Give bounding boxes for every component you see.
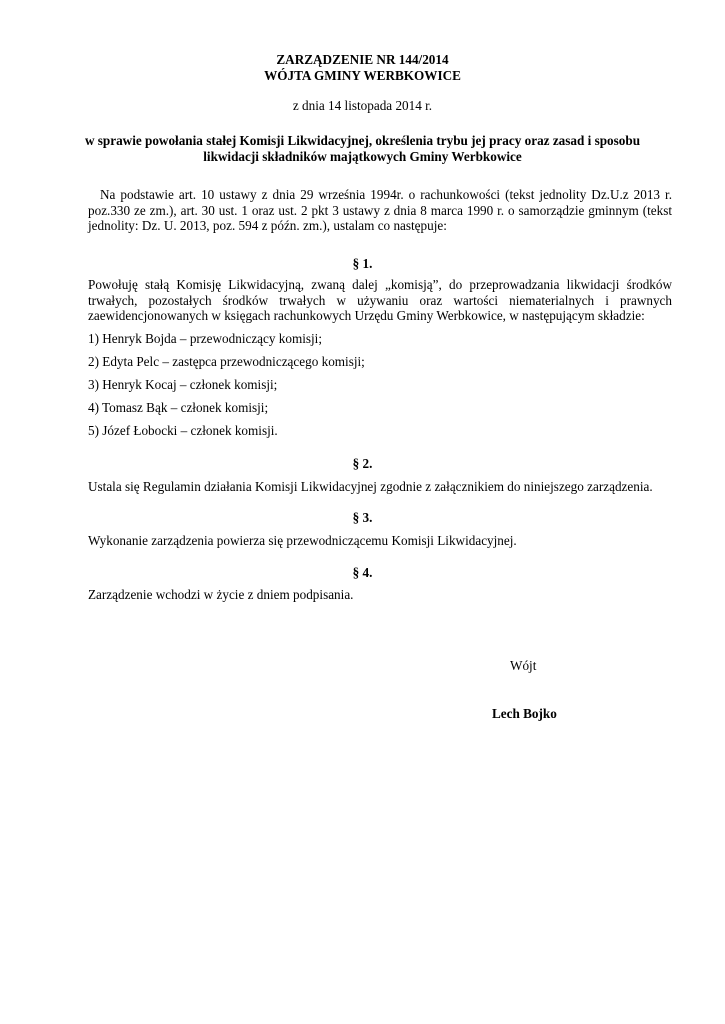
section-3-heading: § 3.: [352, 510, 373, 525]
section-2-heading: § 2.: [352, 456, 373, 471]
preamble-line: jednolity: Dz. U. 2013, poz. 594 z późn. zm.), ustalam co następuje:: [88, 218, 447, 234]
member-list-item: 5) Józef Łobocki – członek komisji.: [88, 423, 278, 438]
signature-role: Wójt: [510, 658, 537, 673]
section-1-line: zaewidencjonowanych w księgach rachunkowych Urzędu Gminy Werbkowice, w następującym składzie:: [88, 308, 645, 324]
document-issuer: WÓJTA GMINY WERBKOWICE: [264, 68, 461, 83]
section-1-line: trwałych, pozostałych środków trwałych w używaniu oraz wartości niematerialnych i prawnych: [88, 292, 672, 308]
section-3-text: Wykonanie zarządzenia powierza się przewodniczącemu Komisji Likwidacyjnej.: [88, 533, 517, 548]
preamble-line: Na podstawie art. 10 ustawy z dnia 29 września 1994r. o rachunkowości (tekst jednolity Dz.U.z 2013 r.: [100, 187, 672, 202]
member-list-item: 2) Edyta Pelc – zastępca przewodniczącego komisji;: [88, 354, 365, 369]
document-title: ZARZĄDZENIE NR 144/2014: [276, 52, 449, 67]
member-list-item: 3) Henryk Kocaj – członek komisji;: [88, 377, 278, 392]
member-list-item: 1) Henryk Bojda – przewodniczący komisji;: [88, 331, 323, 346]
preamble-paragraph: [88, 187, 672, 234]
preamble-line: poz.330 ze zm.), art. 30 ust. 1 oraz ust. 2 pkt 3 ustawy z dnia 8 marca 1990 r. o samorządzie gminnym (tekst: [88, 202, 672, 218]
signature-name: Lech Bojko: [492, 706, 557, 721]
section-4-heading: § 4.: [352, 565, 373, 580]
section-4-text: Zarządzenie wchodzi w życie z dniem podpisania.: [88, 587, 354, 602]
section-1-heading: § 1.: [352, 256, 373, 271]
document-subject-line: w sprawie powołania stałej Komisji Likwidacyjnej, określenia trybu jej pracy oraz zasad i sposobu: [84, 133, 641, 148]
section-1-paragraph: [88, 277, 672, 324]
document-date: z dnia 14 listopada 2014 r.: [292, 98, 433, 113]
section-1-line: Powołuję stałą Komisję Likwidacyjną, zwaną dalej „komisją”, do przeprowadzania likwidacji środków: [88, 277, 672, 292]
member-list-item: 4) Tomasz Bąk – członek komisji;: [88, 400, 269, 415]
document-subject-line: likwidacji składników majątkowych Gminy Werbkowice: [203, 149, 522, 164]
section-2-text: Ustala się Regulamin działania Komisji Likwidacyjnej zgodnie z załącznikiem do niniejszego zarządzenia.: [88, 479, 653, 494]
